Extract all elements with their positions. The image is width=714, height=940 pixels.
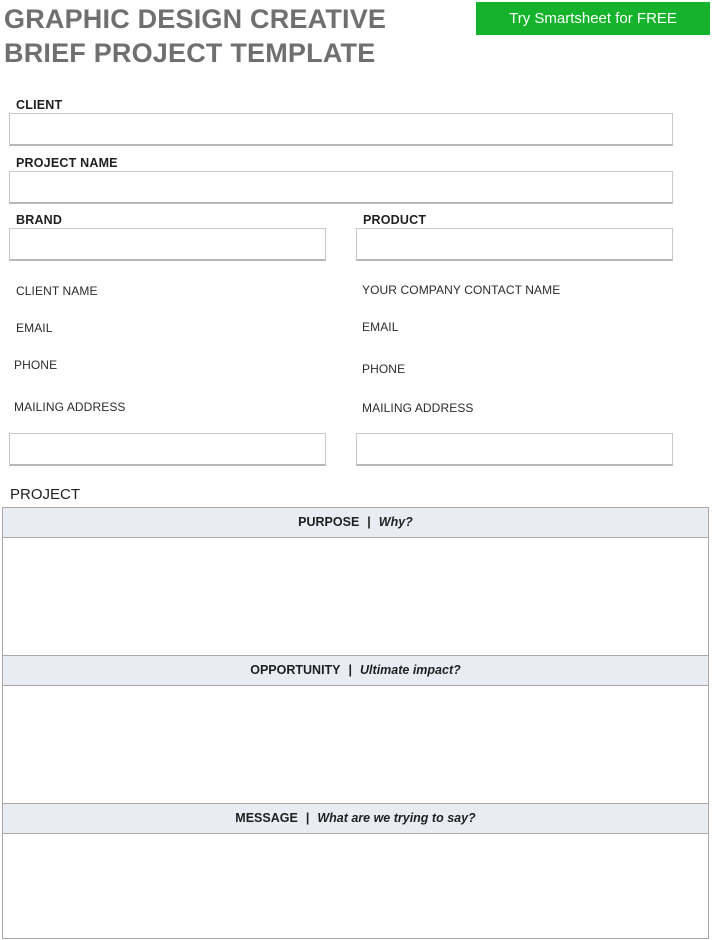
client-label: CLIENT: [16, 98, 63, 112]
opportunity-header: [3, 656, 708, 686]
purpose-field[interactable]: [3, 538, 708, 656]
company-address-field[interactable]: [356, 433, 673, 466]
company-phone-label: PHONE: [362, 362, 406, 376]
client-address-field[interactable]: [9, 433, 326, 466]
try-smartsheet-button[interactable]: Try Smartsheet for FREE: [476, 2, 710, 35]
project-name-label: PROJECT NAME: [16, 156, 118, 170]
company-email-label: EMAIL: [362, 320, 399, 334]
company-address-label: MAILING ADDRESS: [362, 401, 474, 415]
purpose-header: [3, 508, 708, 538]
brand-field[interactable]: [9, 228, 326, 261]
opportunity-separator: |: [348, 663, 353, 677]
product-label: PRODUCT: [363, 213, 427, 227]
project-table: [2, 507, 709, 939]
message-field[interactable]: [3, 834, 708, 938]
project-section-label: PROJECT: [10, 486, 81, 503]
project-name-field[interactable]: [9, 171, 673, 204]
brand-label: BRAND: [16, 213, 63, 227]
message-title: MESSAGE: [235, 811, 298, 825]
purpose-separator: |: [367, 515, 371, 529]
purpose-subtitle: Why?: [378, 515, 413, 529]
company-contact-name-label: YOUR COMPANY CONTACT NAME: [362, 283, 561, 297]
message-header: [3, 804, 708, 834]
message-subtitle: What are we trying to say?: [317, 811, 476, 825]
client-phone-label: PHONE: [14, 358, 58, 372]
message-separator: |: [305, 811, 310, 825]
client-field[interactable]: [9, 113, 673, 146]
client-name-label: CLIENT NAME: [16, 284, 98, 298]
opportunity-subtitle: Ultimate impact?: [360, 663, 461, 677]
purpose-title: PURPOSE: [298, 515, 360, 529]
opportunity-title: OPPORTUNITY: [250, 663, 341, 677]
client-address-label: MAILING ADDRESS: [14, 400, 126, 414]
page-title: GRAPHIC DESIGN CREATIVE BRIEF PROJECT TEMPLATE: [4, 4, 387, 68]
opportunity-field[interactable]: [3, 686, 708, 804]
product-field[interactable]: [356, 228, 673, 261]
client-email-label: EMAIL: [16, 321, 53, 335]
